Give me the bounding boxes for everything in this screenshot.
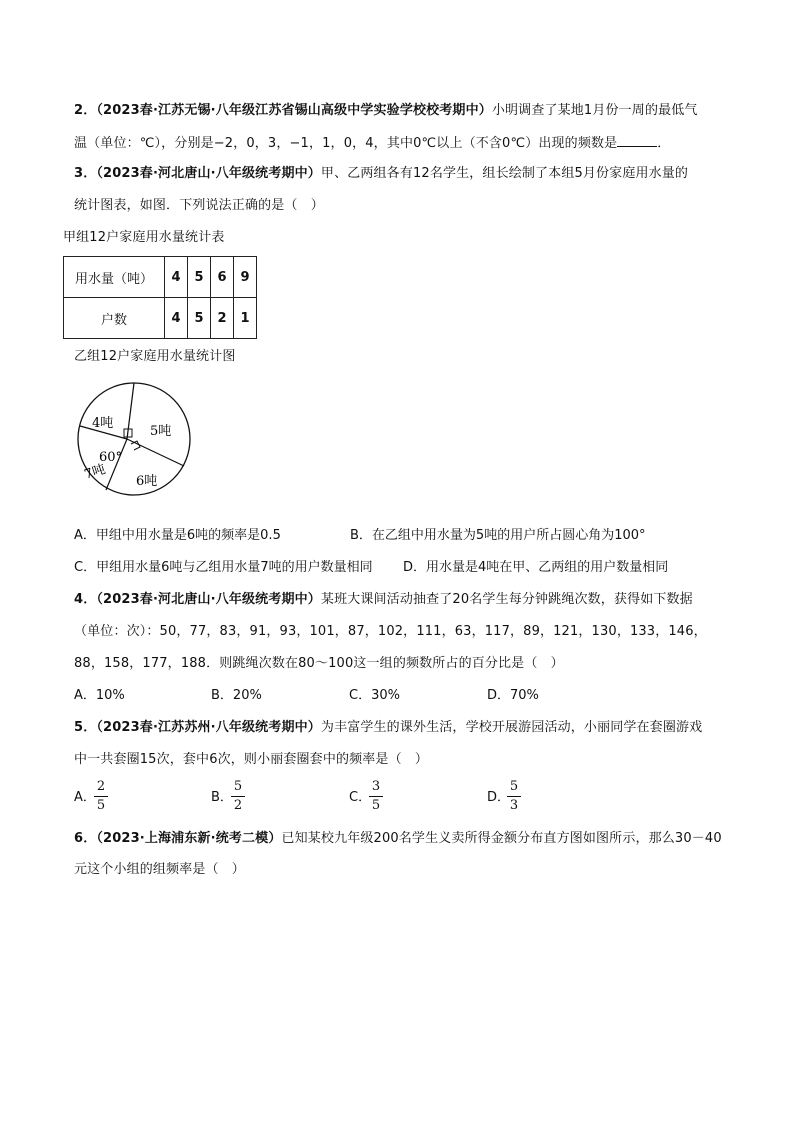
q4-text: 某班大课间活动抽查了20名学生每分钟跳绳次数，获得如下数据 [320,592,693,607]
q3-text: 甲、乙两组各有12名学生，组长绘制了本组5月份家庭用水量的 [320,166,689,181]
q5-option-a[interactable] [74,789,96,807]
q2-number: 2． [74,103,97,118]
table-row [64,298,257,339]
table-cell: 1 [234,298,257,339]
q5-option-b[interactable] [211,789,233,807]
right-angle-mark [131,441,140,450]
q6-number: 6． [74,831,97,846]
pie-label-7: 7吨 [82,461,108,483]
numerator: 2 [96,779,106,794]
table-cell: 4 [165,257,188,298]
pie-divider [127,383,134,439]
table-header-cell: 用水量（吨） [64,257,165,298]
table-cell: 6 [211,257,234,298]
q5-option-b-fraction [231,779,245,814]
q3-line2 [74,197,324,215]
option-label: D． [487,790,511,805]
q2-end: ． [657,136,671,151]
denominator: 5 [371,798,381,813]
pie-divider [127,439,184,466]
q6-line1 [74,830,722,848]
q3-option-d[interactable]: D．用水量是4吨在甲、乙两组的用户数量相同 [403,560,669,575]
q3-line1 [74,165,688,183]
q5-option-c[interactable] [349,789,371,807]
q2-source: （2023春·江苏无锡·八年级江苏省锡山高级中学实验学校校考期中） [96,103,492,118]
q6-source: （2023·上海浦东新·统考二模） [96,831,282,846]
q4-number: 4． [74,592,97,607]
table-cell: 5 [188,257,211,298]
q4-option-c[interactable]: C．30% [349,688,400,703]
pie-angle-label: 60° [99,450,123,465]
q2-line2 [74,133,670,153]
numerator: 5 [233,779,243,794]
table-cell: 2 [211,298,234,339]
q5-text: 为丰富学生的课外生活，学校开展游园活动，小丽同学在套圈游戏 [320,720,703,735]
table-cell: 9 [234,257,257,298]
denominator: 2 [233,798,243,813]
table-row [64,257,257,298]
q4-line2: （单位：次）：50，77，83，91，93，101，87，102，111，63，117，89，121，130，133，146， [74,624,707,639]
q3-option-b[interactable]: B．在乙组中用水量为5吨的用户所占圆心角为100° [350,528,646,543]
q4-source: （2023春·河北唐山·八年级统考期中） [96,592,321,607]
q6-text: 已知某校九年级200名学生义卖所得金额分布直方图如图所示，那么30－40 [281,831,722,846]
pie-label-6: 6吨 [136,474,158,489]
q4-option-d[interactable]: D．70% [487,688,539,703]
option-label: C． [349,790,372,805]
answer-blank[interactable] [617,133,657,147]
table-cell: 5 [188,298,211,339]
denominator: 3 [509,798,519,813]
q3-text-cont: 统计图表，如图．下列说法正确的是（ ） [74,198,324,213]
q5-source: （2023春·江苏苏州·八年级统考期中） [96,720,321,735]
pie-label-5: 5吨 [150,424,172,439]
q2-text: 小明调查了某地1月份一周的最低气 [491,103,698,118]
q4-line3: 88，158，177，188．则跳绳次数在80～100这一组的频数所占的百分比是（ ） [74,656,564,671]
q4-option-a[interactable]: A．10% [74,688,125,703]
pie-chart-figure [72,382,196,500]
numerator: 3 [371,779,381,794]
q5-line1 [74,719,702,737]
option-label: B． [211,790,233,805]
pie-label-4: 4吨 [92,416,114,431]
q3-number: 3． [74,166,97,181]
q5-number: 5． [74,720,97,735]
numerator: 5 [509,779,519,794]
option-label: A． [74,790,96,805]
q6-line2: 元这个小组的组频率是（ ） [74,862,245,877]
table-title: 甲组12户家庭用水量统计表 [63,230,225,245]
denominator: 5 [96,798,106,813]
water-usage-table [63,256,257,339]
q3-option-c[interactable]: C．甲组用水量6吨与乙组用水量7吨的用户数量相同 [74,560,373,575]
table-header-cell: 户数 [64,298,165,339]
q2-text-cont: 温（单位：℃），分别是−2，0，3，−1，1，0，4，其中0℃以上（不含0℃）出现的频数是 [74,136,618,151]
q3-source: （2023春·河北唐山·八年级统考期中） [96,166,321,181]
q5-option-c-fraction [369,779,383,814]
q4-option-b[interactable]: B．20% [211,688,262,703]
q5-option-d-fraction [507,779,521,814]
q4-line1 [74,591,693,609]
table-cell: 4 [165,298,188,339]
q3-option-a[interactable]: A．甲组中用水量是6吨的频率是0.5 [74,528,281,543]
q2-line1 [74,102,698,120]
q5-line2: 中一共套圈15次，套中6次，则小丽套圈套中的频率是（ ） [74,752,429,767]
chart-title: 乙组12户家庭用水量统计图 [74,349,236,364]
q5-option-a-fraction [94,779,108,814]
